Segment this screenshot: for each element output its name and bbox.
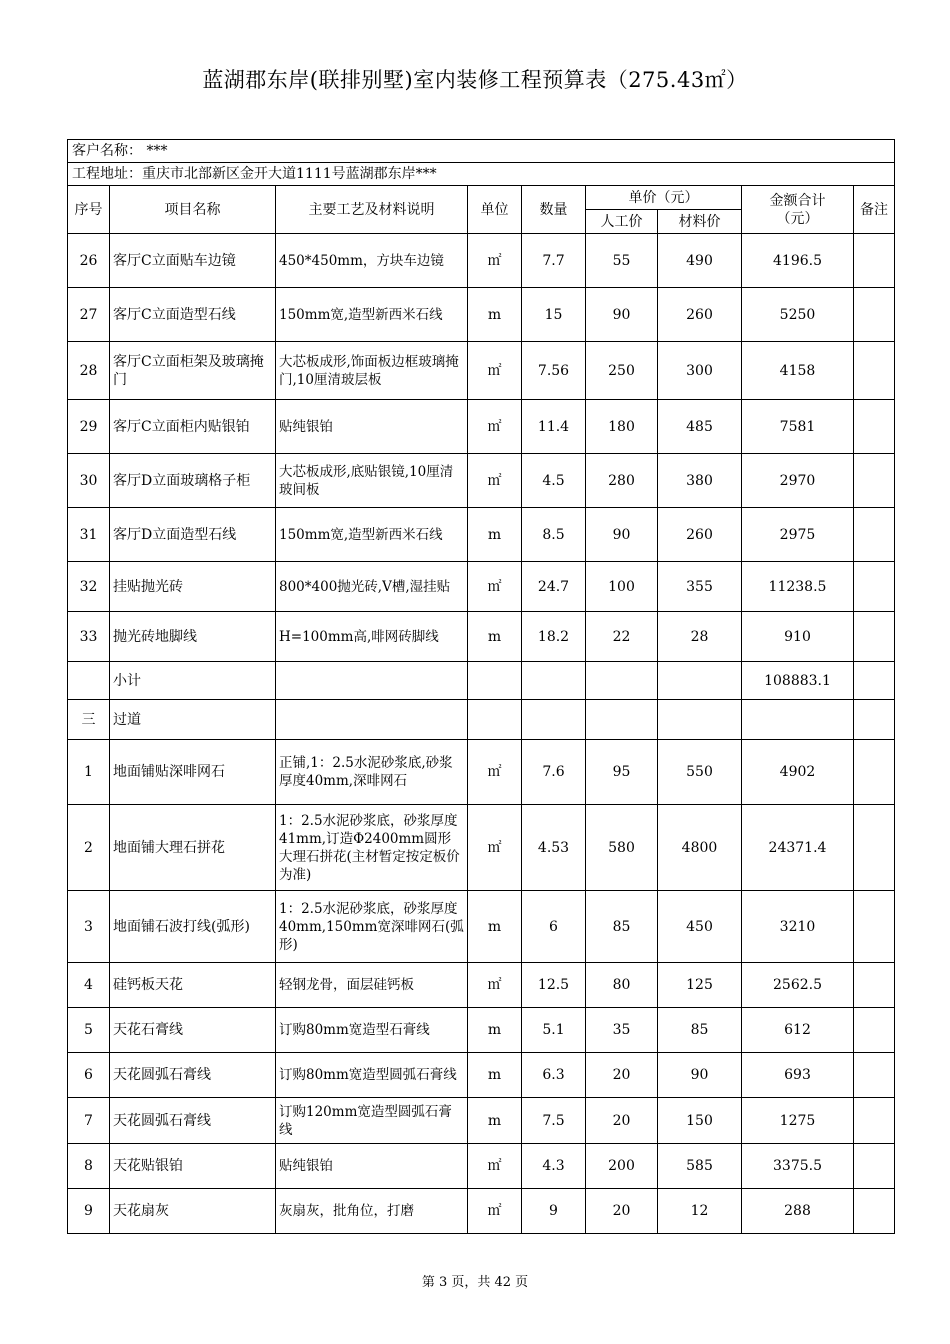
row-desc: 灰扇灰，批角位，打磨 [276, 1189, 468, 1234]
row-unit: ㎡ [468, 740, 522, 805]
row-note [854, 1098, 895, 1144]
row-note [854, 562, 895, 612]
row-labor: 95 [586, 740, 658, 805]
row-desc: 订购80mm宽造型石膏线 [276, 1008, 468, 1053]
row-labor: 35 [586, 1008, 658, 1053]
row-labor: 90 [586, 288, 658, 342]
row-material: 585 [658, 1144, 742, 1189]
header-material: 材料价 [658, 210, 742, 234]
row-desc: 150mm宽,造型新西米石线 [276, 288, 468, 342]
budget-table [67, 139, 895, 1234]
row-no: 7 [68, 1098, 110, 1144]
row-name: 天花石膏线 [110, 1008, 276, 1053]
row-unit [468, 700, 522, 740]
client-name: 客户名称： *** [68, 140, 895, 163]
row-desc: 450*450mm，方块车边镜 [276, 234, 468, 288]
header-total: 金额合计（元） [742, 186, 854, 234]
header-labor: 人工价 [586, 210, 658, 234]
row-unit: ㎡ [468, 234, 522, 288]
header-note: 备注 [854, 186, 895, 234]
page-title: 蓝湖郡东岸(联排别墅)室内装修工程预算表（275.43㎡） [202, 68, 748, 92]
row-material: 85 [658, 1008, 742, 1053]
table-row [68, 562, 895, 612]
row-labor: 55 [586, 234, 658, 288]
row-material: 150 [658, 1098, 742, 1144]
row-labor: 85 [586, 891, 658, 963]
row-material: 380 [658, 454, 742, 508]
row-total: 7581 [742, 400, 854, 454]
row-desc: 大芯板成形,饰面板边框玻璃掩门,10厘清玻层板 [276, 342, 468, 400]
table-row [68, 1053, 895, 1098]
row-note [854, 700, 895, 740]
row-name: 挂贴抛光砖 [110, 562, 276, 612]
row-labor: 20 [586, 1098, 658, 1144]
row-name: 客厅D立面造型石线 [110, 508, 276, 562]
row-material: 355 [658, 562, 742, 612]
row-no: 9 [68, 1189, 110, 1234]
row-unit: m [468, 508, 522, 562]
project-address: 工程地址：重庆市北部新区金开大道1111号蓝湖郡东岸*** [68, 163, 895, 186]
row-name: 客厅D立面玻璃格子柜 [110, 454, 276, 508]
row-labor: 20 [586, 1189, 658, 1234]
row-desc: 150mm宽,造型新西米石线 [276, 508, 468, 562]
row-name: 客厅C立面造型石线 [110, 288, 276, 342]
header-qty: 数量 [522, 186, 586, 234]
row-unit [468, 662, 522, 700]
row-total: 2562.5 [742, 963, 854, 1008]
header-no: 序号 [68, 186, 110, 234]
row-desc [276, 700, 468, 740]
row-no: 30 [68, 454, 110, 508]
row-name: 天花圆弧石膏线 [110, 1053, 276, 1098]
row-desc: 1：2.5水泥砂浆底，砂浆厚度40mm,150mm宽深啡网石(弧形) [276, 891, 468, 963]
row-unit: m [468, 891, 522, 963]
row-material: 550 [658, 740, 742, 805]
table-row [68, 963, 895, 1008]
row-name: 地面铺石波打线(弧形) [110, 891, 276, 963]
row-desc: H=100mm高,啡网砖脚线 [276, 612, 468, 662]
row-name: 客厅C立面贴车边镜 [110, 234, 276, 288]
table-row [68, 612, 895, 662]
row-no: 三 [68, 700, 110, 740]
row-total: 3210 [742, 891, 854, 963]
row-labor: 180 [586, 400, 658, 454]
row-note [854, 662, 895, 700]
row-labor: 22 [586, 612, 658, 662]
row-note [854, 508, 895, 562]
table-row [68, 740, 895, 805]
row-total: 108883.1 [742, 662, 854, 700]
row-qty: 18.2 [522, 612, 586, 662]
row-labor: 80 [586, 963, 658, 1008]
row-no [68, 662, 110, 700]
table-row [68, 1189, 895, 1234]
row-labor [586, 662, 658, 700]
row-unit: ㎡ [468, 562, 522, 612]
row-note [854, 1008, 895, 1053]
row-name: 天花贴银铂 [110, 1144, 276, 1189]
row-no: 3 [68, 891, 110, 963]
row-unit: m [468, 1098, 522, 1144]
row-material: 90 [658, 1053, 742, 1098]
row-name: 抛光砖地脚线 [110, 612, 276, 662]
table-row [68, 342, 895, 400]
row-note [854, 740, 895, 805]
row-desc: 订购120mm宽造型圆弧石膏线 [276, 1098, 468, 1144]
row-material: 260 [658, 288, 742, 342]
row-material [658, 700, 742, 740]
table-row [68, 662, 895, 700]
row-qty: 9 [522, 1189, 586, 1234]
table-row [68, 1144, 895, 1189]
row-qty: 8.5 [522, 508, 586, 562]
row-total: 11238.5 [742, 562, 854, 612]
row-note [854, 288, 895, 342]
row-note [854, 1053, 895, 1098]
row-unit: ㎡ [468, 963, 522, 1008]
row-name: 小计 [110, 662, 276, 700]
row-qty: 4.3 [522, 1144, 586, 1189]
row-unit: ㎡ [468, 400, 522, 454]
row-labor: 280 [586, 454, 658, 508]
row-no: 33 [68, 612, 110, 662]
header-row-1 [68, 186, 895, 210]
address-row [68, 163, 895, 186]
row-material: 450 [658, 891, 742, 963]
header-unit: 单位 [468, 186, 522, 234]
row-material: 490 [658, 234, 742, 288]
row-unit: ㎡ [468, 454, 522, 508]
row-no: 4 [68, 963, 110, 1008]
row-total: 4902 [742, 740, 854, 805]
row-desc: 订购80mm宽造型圆弧石膏线 [276, 1053, 468, 1098]
row-labor: 90 [586, 508, 658, 562]
row-material: 300 [658, 342, 742, 400]
row-note [854, 612, 895, 662]
row-total: 3375.5 [742, 1144, 854, 1189]
row-note [854, 1144, 895, 1189]
row-unit: m [468, 1008, 522, 1053]
row-material: 260 [658, 508, 742, 562]
row-material [658, 662, 742, 700]
row-total [742, 700, 854, 740]
row-no: 1 [68, 740, 110, 805]
row-no: 2 [68, 805, 110, 891]
row-note [854, 400, 895, 454]
row-labor: 100 [586, 562, 658, 612]
row-name: 天花圆弧石膏线 [110, 1098, 276, 1144]
row-qty [522, 662, 586, 700]
row-no: 28 [68, 342, 110, 400]
row-no: 27 [68, 288, 110, 342]
row-desc: 大芯板成形,底贴银镜,10厘清玻间板 [276, 454, 468, 508]
row-unit: ㎡ [468, 342, 522, 400]
row-total: 24371.4 [742, 805, 854, 891]
table-row [68, 454, 895, 508]
row-labor: 250 [586, 342, 658, 400]
row-total: 1275 [742, 1098, 854, 1144]
table-row [68, 288, 895, 342]
row-name: 地面铺大理石拼花 [110, 805, 276, 891]
row-unit: ㎡ [468, 1189, 522, 1234]
row-total: 4196.5 [742, 234, 854, 288]
table-row [68, 1008, 895, 1053]
row-no: 31 [68, 508, 110, 562]
row-qty: 7.6 [522, 740, 586, 805]
row-name: 硅钙板天花 [110, 963, 276, 1008]
row-qty: 4.53 [522, 805, 586, 891]
row-total: 4158 [742, 342, 854, 400]
row-qty: 6 [522, 891, 586, 963]
row-unit: m [468, 612, 522, 662]
row-note [854, 234, 895, 288]
row-total: 288 [742, 1189, 854, 1234]
header-desc: 主要工艺及材料说明 [276, 186, 468, 234]
row-desc: 贴纯银铂 [276, 1144, 468, 1189]
row-material: 4800 [658, 805, 742, 891]
row-qty: 7.5 [522, 1098, 586, 1144]
row-unit: m [468, 1053, 522, 1098]
row-total: 910 [742, 612, 854, 662]
row-total: 612 [742, 1008, 854, 1053]
row-name: 天花扇灰 [110, 1189, 276, 1234]
row-desc: 1：2.5水泥砂浆底，砂浆厚度41mm,订造Φ2400mm圆形大理石拼花(主材暂定按定板价为准) [276, 805, 468, 891]
row-qty [522, 700, 586, 740]
row-desc: 正铺,1：2.5水泥砂浆底,砂浆厚度40mm,深啡网石 [276, 740, 468, 805]
row-no: 32 [68, 562, 110, 612]
row-qty: 7.7 [522, 234, 586, 288]
header-unit-price: 单价（元） [586, 186, 742, 210]
table-row [68, 1098, 895, 1144]
row-qty: 5.1 [522, 1008, 586, 1053]
row-desc: 800*400抛光砖,V槽,湿挂贴 [276, 562, 468, 612]
row-labor: 580 [586, 805, 658, 891]
row-name: 客厅C立面柜架及玻璃掩门 [110, 342, 276, 400]
page-footer: 第 3 页，共 42 页 [421, 1275, 529, 1290]
row-labor [586, 700, 658, 740]
row-desc: 贴纯银铂 [276, 400, 468, 454]
table-row [68, 234, 895, 288]
row-total: 2975 [742, 508, 854, 562]
row-name: 地面铺贴深啡网石 [110, 740, 276, 805]
row-material: 485 [658, 400, 742, 454]
row-desc [276, 662, 468, 700]
row-no: 5 [68, 1008, 110, 1053]
row-labor: 20 [586, 1053, 658, 1098]
table-row [68, 700, 895, 740]
row-unit: ㎡ [468, 1144, 522, 1189]
table-row [68, 891, 895, 963]
row-material: 28 [658, 612, 742, 662]
row-material: 12 [658, 1189, 742, 1234]
row-unit: ㎡ [468, 805, 522, 891]
row-desc: 轻钢龙骨，面层硅钙板 [276, 963, 468, 1008]
row-note [854, 963, 895, 1008]
row-note [854, 1189, 895, 1234]
header-name: 项目名称 [110, 186, 276, 234]
client-row [68, 140, 895, 163]
table-row [68, 805, 895, 891]
row-total: 2970 [742, 454, 854, 508]
row-note [854, 454, 895, 508]
row-qty: 12.5 [522, 963, 586, 1008]
row-labor: 200 [586, 1144, 658, 1189]
row-qty: 7.56 [522, 342, 586, 400]
row-no: 8 [68, 1144, 110, 1189]
row-qty: 11.4 [522, 400, 586, 454]
row-note [854, 891, 895, 963]
row-qty: 6.3 [522, 1053, 586, 1098]
row-unit: m [468, 288, 522, 342]
row-note [854, 342, 895, 400]
row-name: 客厅C立面柜内贴银铂 [110, 400, 276, 454]
row-total: 693 [742, 1053, 854, 1098]
row-no: 6 [68, 1053, 110, 1098]
row-no: 26 [68, 234, 110, 288]
row-note [854, 805, 895, 891]
row-qty: 4.5 [522, 454, 586, 508]
row-name: 过道 [110, 700, 276, 740]
row-qty: 24.7 [522, 562, 586, 612]
row-no: 29 [68, 400, 110, 454]
row-qty: 15 [522, 288, 586, 342]
row-material: 125 [658, 963, 742, 1008]
table-row [68, 508, 895, 562]
row-total: 5250 [742, 288, 854, 342]
table-row [68, 400, 895, 454]
